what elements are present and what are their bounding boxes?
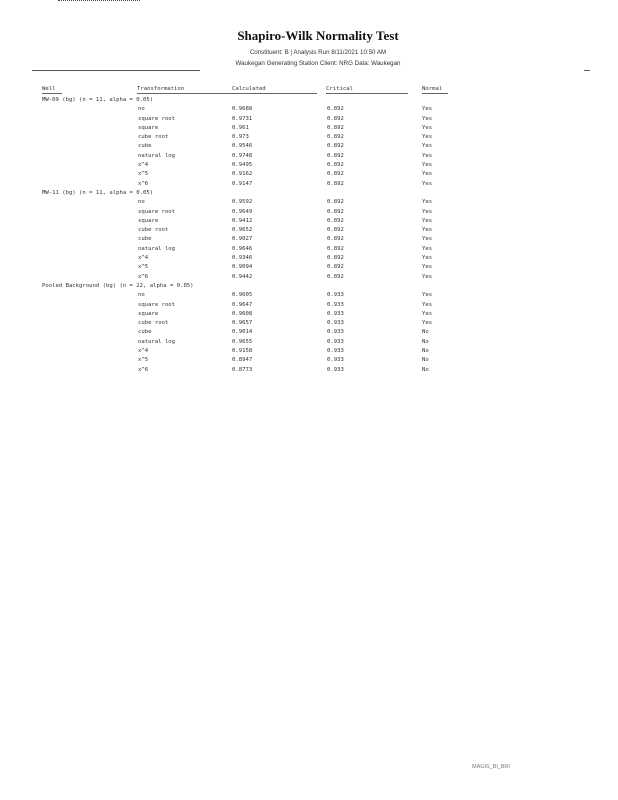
calculated-cell: 0.9162 bbox=[232, 171, 253, 178]
normal-cell: Yes bbox=[422, 273, 433, 280]
table-row bbox=[42, 254, 462, 263]
calculated-cell: 0.9748 bbox=[232, 152, 253, 159]
table-row bbox=[42, 115, 462, 124]
transformation-cell: x^4 bbox=[138, 255, 149, 262]
transformation-cell: square root bbox=[138, 208, 176, 215]
calculated-cell: 0.9495 bbox=[232, 162, 253, 169]
calculated-cell: 0.9657 bbox=[232, 320, 253, 327]
calculated-cell: 0.961 bbox=[232, 124, 249, 131]
table-row bbox=[42, 338, 462, 347]
normal-cell: Yes bbox=[422, 301, 433, 308]
transformation-cell: x^6 bbox=[138, 366, 149, 373]
group-label: MW-11 (bg) (n = 11, alpha = 0.05) bbox=[42, 189, 154, 196]
normal-cell: Yes bbox=[422, 227, 433, 234]
calculated-cell: 0.9346 bbox=[232, 255, 253, 262]
table-row bbox=[42, 347, 462, 356]
calculated-cell: 0.9688 bbox=[232, 106, 253, 113]
critical-cell: 0.892 bbox=[327, 124, 344, 131]
results-table bbox=[42, 86, 462, 375]
normal-cell: Yes bbox=[422, 162, 433, 169]
table-row bbox=[42, 301, 462, 310]
transformation-cell: cube root bbox=[138, 227, 169, 234]
table-row bbox=[42, 208, 462, 217]
column-header-transformation: Transformation bbox=[137, 86, 232, 94]
critical-cell: 0.892 bbox=[327, 255, 344, 262]
calculated-cell: 0.973 bbox=[232, 134, 249, 141]
normal-cell: Yes bbox=[422, 115, 433, 122]
group-label: Pooled Background (bg) (n = 22, alpha = 0.05) bbox=[42, 282, 194, 289]
calculated-cell: 0.9158 bbox=[232, 348, 253, 355]
column-header-normal: Normal bbox=[422, 86, 448, 94]
normal-cell: Yes bbox=[422, 292, 433, 299]
critical-cell: 0.933 bbox=[327, 320, 344, 327]
normal-cell: Yes bbox=[422, 124, 433, 131]
table-row bbox=[42, 105, 462, 114]
calculated-cell: 0.8773 bbox=[232, 366, 253, 373]
transformation-cell: no bbox=[138, 292, 145, 299]
critical-cell: 0.933 bbox=[327, 329, 344, 336]
calculated-cell: 0.9652 bbox=[232, 227, 253, 234]
page-title: Shapiro-Wilk Normality Test bbox=[237, 28, 399, 43]
critical-cell: 0.892 bbox=[327, 245, 344, 252]
normal-cell: Yes bbox=[422, 208, 433, 215]
table-row bbox=[42, 180, 462, 189]
critical-cell: 0.892 bbox=[327, 106, 344, 113]
transformation-cell: cube root bbox=[138, 320, 169, 327]
calculated-cell: 0.9027 bbox=[232, 236, 253, 243]
table-row bbox=[42, 161, 462, 170]
transformation-cell: square root bbox=[138, 301, 176, 308]
table-row bbox=[42, 328, 462, 337]
header-rule-right bbox=[584, 70, 590, 71]
normal-cell: No bbox=[422, 329, 429, 336]
site-info: Waukegan Generating Station Client: NRG Data: Waukegan bbox=[235, 60, 401, 67]
normal-cell: Yes bbox=[422, 106, 433, 113]
calculated-cell: 0.9655 bbox=[232, 338, 253, 345]
table-row bbox=[42, 217, 462, 226]
table-row bbox=[42, 226, 462, 235]
calculated-cell: 0.9014 bbox=[232, 329, 253, 336]
normal-cell: Yes bbox=[422, 310, 433, 317]
normal-cell: Yes bbox=[422, 255, 433, 262]
calculated-cell: 0.9647 bbox=[232, 301, 253, 308]
critical-cell: 0.892 bbox=[327, 227, 344, 234]
transformation-cell: x^5 bbox=[138, 357, 149, 364]
column-header-calculated: Calculated bbox=[232, 86, 317, 94]
critical-cell: 0.933 bbox=[327, 348, 344, 355]
critical-cell: 0.892 bbox=[327, 162, 344, 169]
normal-cell: No bbox=[422, 366, 429, 373]
transformation-cell: natural log bbox=[138, 152, 176, 159]
critical-cell: 0.892 bbox=[327, 273, 344, 280]
critical-cell: 0.892 bbox=[327, 180, 344, 187]
critical-cell: 0.892 bbox=[327, 152, 344, 159]
normal-cell: Yes bbox=[422, 199, 433, 206]
transformation-cell: square bbox=[138, 217, 159, 224]
table-row bbox=[42, 235, 462, 244]
table-row bbox=[42, 245, 462, 254]
normal-cell: Yes bbox=[422, 245, 433, 252]
calculated-cell: 0.9412 bbox=[232, 217, 253, 224]
normal-cell: Yes bbox=[422, 143, 433, 150]
table-row bbox=[42, 170, 462, 179]
transformation-cell: x^5 bbox=[138, 264, 149, 271]
critical-cell: 0.892 bbox=[327, 134, 344, 141]
calculated-cell: 0.9546 bbox=[232, 143, 253, 150]
transformation-cell: cube bbox=[138, 329, 152, 336]
calculated-cell: 0.9592 bbox=[232, 199, 253, 206]
critical-cell: 0.892 bbox=[327, 236, 344, 243]
transformation-cell: square root bbox=[138, 115, 176, 122]
transformation-cell: cube bbox=[138, 236, 152, 243]
normal-cell: Yes bbox=[422, 217, 433, 224]
normal-cell: Yes bbox=[422, 152, 433, 159]
critical-cell: 0.892 bbox=[327, 217, 344, 224]
calculated-cell: 0.9605 bbox=[232, 292, 253, 299]
critical-cell: 0.933 bbox=[327, 292, 344, 299]
calculated-cell: 0.9646 bbox=[232, 245, 253, 252]
column-header-critical: Critical bbox=[326, 86, 408, 94]
critical-cell: 0.892 bbox=[327, 171, 344, 178]
table-row bbox=[42, 291, 462, 300]
critical-cell: 0.933 bbox=[327, 357, 344, 364]
table-row bbox=[42, 142, 462, 151]
normal-cell: Yes bbox=[422, 320, 433, 327]
critical-cell: 0.892 bbox=[327, 208, 344, 215]
table-row bbox=[42, 152, 462, 161]
normal-cell: No bbox=[422, 348, 429, 355]
critical-cell: 0.892 bbox=[327, 143, 344, 150]
table-row bbox=[42, 273, 462, 282]
normal-cell: Yes bbox=[422, 180, 433, 187]
column-header-well: Well bbox=[42, 86, 62, 94]
transformation-cell: x^6 bbox=[138, 180, 149, 187]
transformation-cell: natural log bbox=[138, 338, 176, 345]
calculated-cell: 0.9094 bbox=[232, 264, 253, 271]
critical-cell: 0.892 bbox=[327, 199, 344, 206]
calculated-cell: 0.9608 bbox=[232, 310, 253, 317]
transformation-cell: cube bbox=[138, 143, 152, 150]
table-body bbox=[42, 96, 462, 375]
normal-cell: No bbox=[422, 357, 429, 364]
table-header bbox=[42, 86, 462, 96]
transformation-cell: no bbox=[138, 199, 145, 206]
critical-cell: 0.892 bbox=[327, 264, 344, 271]
table-row bbox=[42, 310, 462, 319]
critical-cell: 0.892 bbox=[327, 115, 344, 122]
normal-cell: Yes bbox=[422, 171, 433, 178]
table-row bbox=[42, 133, 462, 142]
normal-cell: Yes bbox=[422, 236, 433, 243]
calculated-cell: 0.9731 bbox=[232, 115, 253, 122]
transformation-cell: x^6 bbox=[138, 273, 149, 280]
table-row bbox=[42, 319, 462, 328]
transformation-cell: x^4 bbox=[138, 162, 149, 169]
normal-cell: Yes bbox=[422, 134, 433, 141]
critical-cell: 0.933 bbox=[327, 310, 344, 317]
table-row bbox=[42, 124, 462, 133]
calculated-cell: 0.8947 bbox=[232, 357, 253, 364]
transformation-cell: square bbox=[138, 310, 159, 317]
critical-cell: 0.933 bbox=[327, 338, 344, 345]
transformation-cell: square bbox=[138, 124, 159, 131]
transformation-cell: x^5 bbox=[138, 171, 149, 178]
transformation-cell: x^4 bbox=[138, 348, 149, 355]
table-row bbox=[42, 263, 462, 272]
top-dotted-line bbox=[58, 0, 140, 3]
calculated-cell: 0.9442 bbox=[232, 273, 253, 280]
table-row bbox=[42, 198, 462, 207]
critical-cell: 0.933 bbox=[327, 366, 344, 373]
header-rule-left bbox=[32, 70, 200, 71]
critical-cell: 0.933 bbox=[327, 301, 344, 308]
transformation-cell: natural log bbox=[138, 245, 176, 252]
analysis-info: Constituent: B | Analysis Run 8/11/2021 10:50 AM bbox=[249, 49, 387, 56]
calculated-cell: 0.9649 bbox=[232, 208, 253, 215]
table-row bbox=[42, 366, 462, 375]
table-row bbox=[42, 356, 462, 365]
transformation-cell: no bbox=[138, 106, 145, 113]
normal-cell: No bbox=[422, 338, 429, 345]
transformation-cell: cube root bbox=[138, 134, 169, 141]
footer-code: MAGIS_Bl_BRI bbox=[472, 764, 510, 770]
normal-cell: Yes bbox=[422, 264, 433, 271]
group-label: MW-09 (bg) (n = 11, alpha = 0.05) bbox=[42, 97, 154, 103]
calculated-cell: 0.9147 bbox=[232, 180, 253, 187]
